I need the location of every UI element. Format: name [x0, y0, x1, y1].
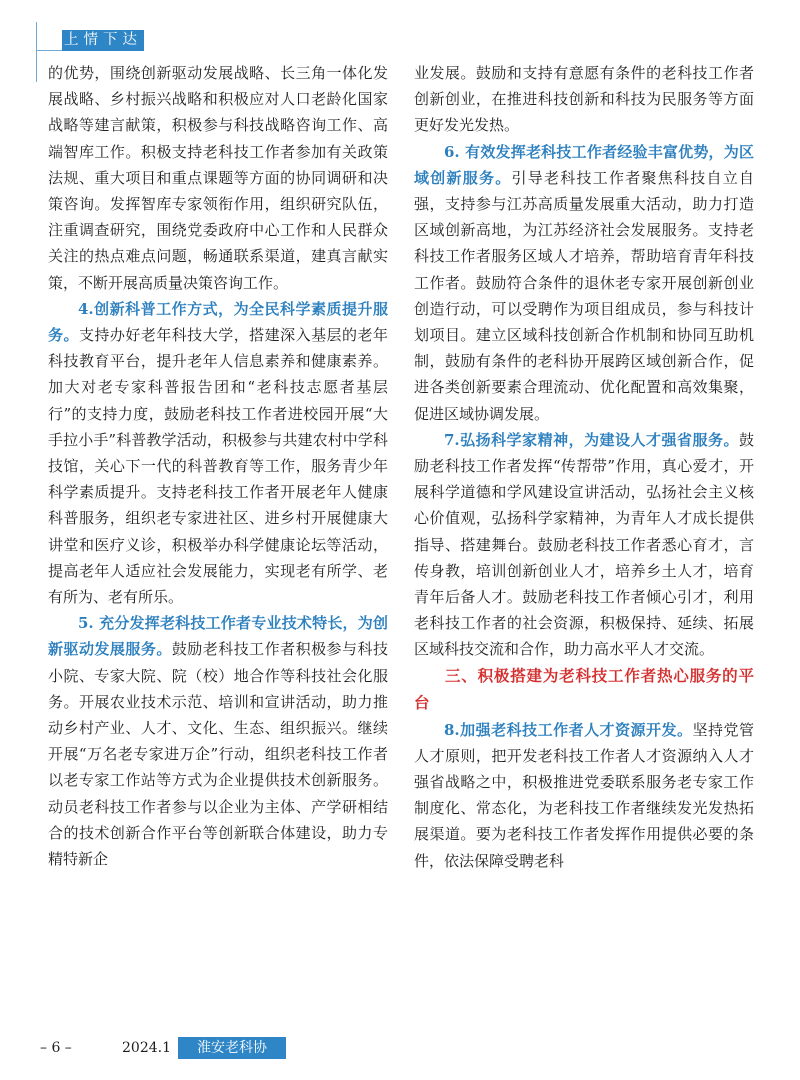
section-header-tag: 上情下达 — [62, 30, 144, 51]
paragraph-item-6 — [414, 139, 754, 427]
header-vertical-rule — [36, 22, 37, 82]
paragraph-continuation: 业发展。鼓励和支持有意愿有条件的老科技工作者创新创业，在推进科技创新和科技为民服务等方面更好发光发热。 — [414, 64, 754, 135]
item-6-body: 引导老科技工作者聚焦科技自立自强，支持参与江苏高质量发展重大活动，助力打造区域创新高地，为江苏经济社会发展服务。支持老科技工作者服务区域人才培养，帮助培育青年科技工作者。鼓励符合条件的退休老专家开展创新创业创造行动，可以受聘作为项目组成员，参与科技计划项目。建立区域科技创新合作机制和协同互助机制，鼓励有条件的老科协开展跨区域创新合作，促进各类创新要素合理流动、优化配置和高效集聚，促进区域协调发展。 — [414, 168, 754, 423]
item-6-heading: 6. 有效发挥老科技工作者经验丰富优势，为区域创新服务。 — [414, 142, 754, 187]
left-column — [48, 60, 388, 1045]
issue-label: 2024.1 — [122, 1040, 171, 1056]
item-7-body: 鼓励老科技工作者发挥“传帮带”作用，真心爱才，开展科学道德和学风建设宣讲活动，弘扬社会主义核心价值观，弘扬科学家精神，为青年人才成长提供指导、搭建舞台。鼓励老科技工作者悉心育才，言传身教，培训创新创业人才，培养乡土人才，培育青年后备人才。鼓励老科技工作者倾心引才，利用老科技工作者的社会资源，积极保持、延续、拓展区域科技交流和合作，助力高水平人才交流。 — [414, 430, 754, 659]
item-5-body: 鼓励老科技工作者积极参与科技小院、专家大院、院（校）地合作等科技社会化服务。开展农业技术示范、培训和宣讲活动，助力推动乡村产业、人才、文化、生态、组织振兴。继续开展“万名老专家进万企”行动，组织老科技工作者以老专家工作站等方式为企业提供技术创新服务。动员老科技工作者参与以企业为主体、产学研相结合的技术创新合作平台等创新联合体建设，助力专精特新企 — [48, 640, 388, 869]
paragraph-item-5 — [48, 610, 388, 872]
item-7-heading: 7.弘扬科学家精神，为建设人才强省服务。 — [444, 430, 739, 449]
item-8-heading: 8.加强老科技工作者人才资源开发。 — [444, 720, 693, 739]
right-column — [414, 60, 754, 1045]
item-5-heading: 5. 充分发挥老科技工作者专业技术特长，为创新驱动发展服务。 — [48, 614, 388, 659]
paragraph-continuation: 的优势，围绕创新驱动发展战略、长三角一体化发展战略、乡村振兴战略和积极应对人口老龄化国家战略等建言献策，积极参与科技战略咨询工作、高端智库工作。积极支持老科技工作者参加有关政策法规、重大项目和重点课题等方面的协同调研和决策咨询。发挥智库专家领衔作用，组织研究队伍，注重调查研究，围绕党委政府中心工作和人民群众关注的热点难点问题，畅通联系渠道，建真言献实策，不断开展高质量决策咨询工作。 — [48, 64, 388, 292]
item-4-heading: 4.创新科普工作方式，为全民科学素质提升服务。 — [48, 299, 388, 345]
page-number: – 6 – — [40, 1040, 72, 1056]
publication-name: 淮安老科协 — [178, 1037, 286, 1059]
item-8-body: 坚持党管人才原则，把开发老科技工作者人才资源纳入人才强省战略之中，积极推进党委联系服务老专家工作制度化、常态化，为老科技工作者继续发光发热拓展渠道。要为老科技工作者发挥作用提供必要的条件，依法保障受聘老科 — [414, 720, 754, 870]
paragraph-item-7 — [414, 427, 754, 663]
paragraph-item-8 — [414, 717, 754, 874]
section-title: 三、积极搭建为老科技工作者热心服务的平台 — [414, 666, 754, 712]
item-4-body: 支持办好老年科技大学，搭建深入基层的老年科技教育平台，提升老年人信息素养和健康素养。加大对老专家科普报告团和“老科技志愿者基层行”的支持力度，鼓励老科技工作者进校园开展“大手拉小手”科普教学活动，积极参与共建农村中学科技馆，关心下一代的科普教育等工作，服务青少年科学素质提升。支持老科技工作者开展老年人健康科普服务，组织老专家进社区、进乡村开展健康大讲堂和医疗义诊，积极举办科学健康论坛等活动，提高老年人适应社会发展能力，实现老有所学、老有所为、老有所乐。 — [48, 326, 388, 607]
paragraph-item-4 — [48, 296, 388, 610]
